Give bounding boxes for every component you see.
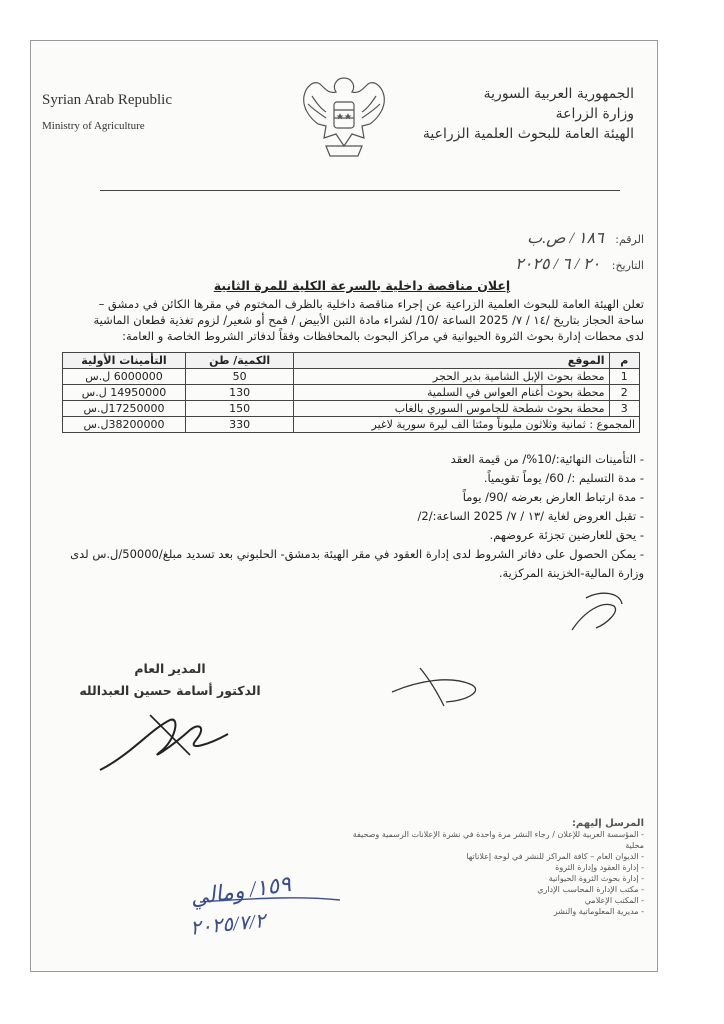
row-insurance: 17250000ل.س — [63, 401, 186, 417]
row-location: محطة بحوث أغنام العواس في السلمية — [294, 385, 609, 401]
condition-item: - مدة التسليم :/ 60/ يوماً تقويمياً. — [483, 471, 644, 485]
date-value: ٢٠ / ٦ / ٢٠٢٥ — [515, 256, 601, 273]
handwritten-date: ٢٠٢٥/٧/٢ — [189, 910, 267, 940]
middle-signature — [392, 668, 476, 706]
row-num: 2 — [609, 385, 639, 401]
country-name-en: Syrian Arab Republic — [42, 92, 172, 108]
header-num: م — [609, 353, 639, 369]
condition-item: وزارة المالية-الخزينة المركزية. — [498, 566, 644, 580]
recipient-line: - الديوان العام – كافة المراكز للنشر في لوحة إعلاناتها — [466, 852, 644, 861]
recipient-line: - إدارة بحوث الثروة الحيوانية — [548, 874, 644, 883]
condition-item: - يحق للعارضين تجزئة عروضهم. — [489, 528, 644, 542]
commission-name-ar: الهيئة العامة للبحوث العلمية الزراعية — [422, 126, 634, 142]
total-insurance: 38200000ل.س — [63, 417, 186, 433]
announcement-body: تعلن الهيئة العامة للبحوث العلمية الزراعية عن إجراء مناقصة داخلية بالظرف المختوم في مقرها الكائن في دمشق – ساحة الحجاز بتاريخ /١٤ / ٧/ 2025 الساعة /10/ لشراء مادة التبن الأبيض / قمح أو شعير/ لزوم تغذية قطعان الماشية لدى محطات إدارة بحوث الثروة الحيوانية في مراكز البحوث بالمحافظات وفقاً لدفاتر الشروط الخاصة و العامة: — [93, 297, 644, 343]
row-qty: 130 — [185, 385, 293, 401]
ministry-name-en: Ministry of Agriculture — [42, 120, 145, 132]
condition-item: - التأمينات النهائية:/10%/ من قيمة العقد — [450, 452, 644, 466]
recipients-block — [344, 818, 644, 917]
header-qty: الكمية/ طن — [185, 353, 293, 369]
total-label: المجموع : ثمانية وثلاثون مليوناً ومئتا الف ليرة سورية لاغير — [294, 417, 640, 433]
total-qty: 330 — [185, 417, 293, 433]
recipients-title: المرسل إليهم: — [571, 818, 644, 829]
signatory-title: المدير العام — [134, 661, 206, 676]
row-location: محطة بحوث الإبل الشامية بدير الحجر — [294, 369, 609, 385]
row-num: 3 — [609, 401, 639, 417]
condition-item: - مدة ارتباط العارض بعرضه /90/ يوماً — [462, 490, 644, 504]
row-insurance: 6000000 ل.س — [63, 369, 186, 385]
signatory-name: الدكتور أسامة حسين العبدالله — [79, 683, 261, 698]
announcement-title: إعلان مناقصة داخلية بالسرعة الكلية للمرة الثانية — [213, 278, 511, 293]
condition-item: - يمكن الحصول على دفاتر الشروط لدى إدارة العقود في مقر الهيئة بدمشق- الحلبوني بعد تسديد مبلغ/50000/ل.س لدى — [70, 547, 644, 561]
country-name-ar: الجمهورية العربية السورية — [483, 86, 634, 102]
row-num: 1 — [609, 369, 639, 385]
recipient-line: - المؤسسة العربية للإعلان / رجاء النشر مرة واحدة في نشرة الإعلانات الرسمية وصحيفة محلية — [352, 830, 644, 850]
header-insurance: التأمينات الأولية — [63, 353, 186, 369]
reference-label: الرقم: — [615, 233, 644, 246]
header-location: الموقع — [294, 353, 609, 369]
ministry-name-ar: وزارة الزراعة — [555, 106, 634, 122]
recipient-line: - مكتب الإدارة المحاسب الإداري — [537, 885, 644, 894]
recipient-line: - مديرية المعلوماتية والنشر — [553, 907, 644, 916]
right-signature — [572, 593, 622, 630]
date-label: التاريخ: — [611, 259, 644, 272]
row-qty: 50 — [185, 369, 293, 385]
reference-value: ١٨٦ / ص.ب — [527, 230, 604, 247]
row-insurance: 14950000 ل.س — [63, 385, 186, 401]
recipient-line: - إدارة العقود وإدارة الثروة — [555, 863, 644, 872]
row-location: محطة بحوث شطحة للجاموس السوري بالغاب — [294, 401, 609, 417]
director-signature — [100, 720, 228, 770]
recipient-line: - المكتب الإعلامي — [584, 896, 644, 905]
condition-item: - تقبل العروض لغاية /١٣ / ٧/ 2025 الساعة:/2/ — [417, 509, 644, 523]
row-qty: 150 — [185, 401, 293, 417]
handwritten-note: ١٥٩/ ومالي — [188, 871, 293, 910]
